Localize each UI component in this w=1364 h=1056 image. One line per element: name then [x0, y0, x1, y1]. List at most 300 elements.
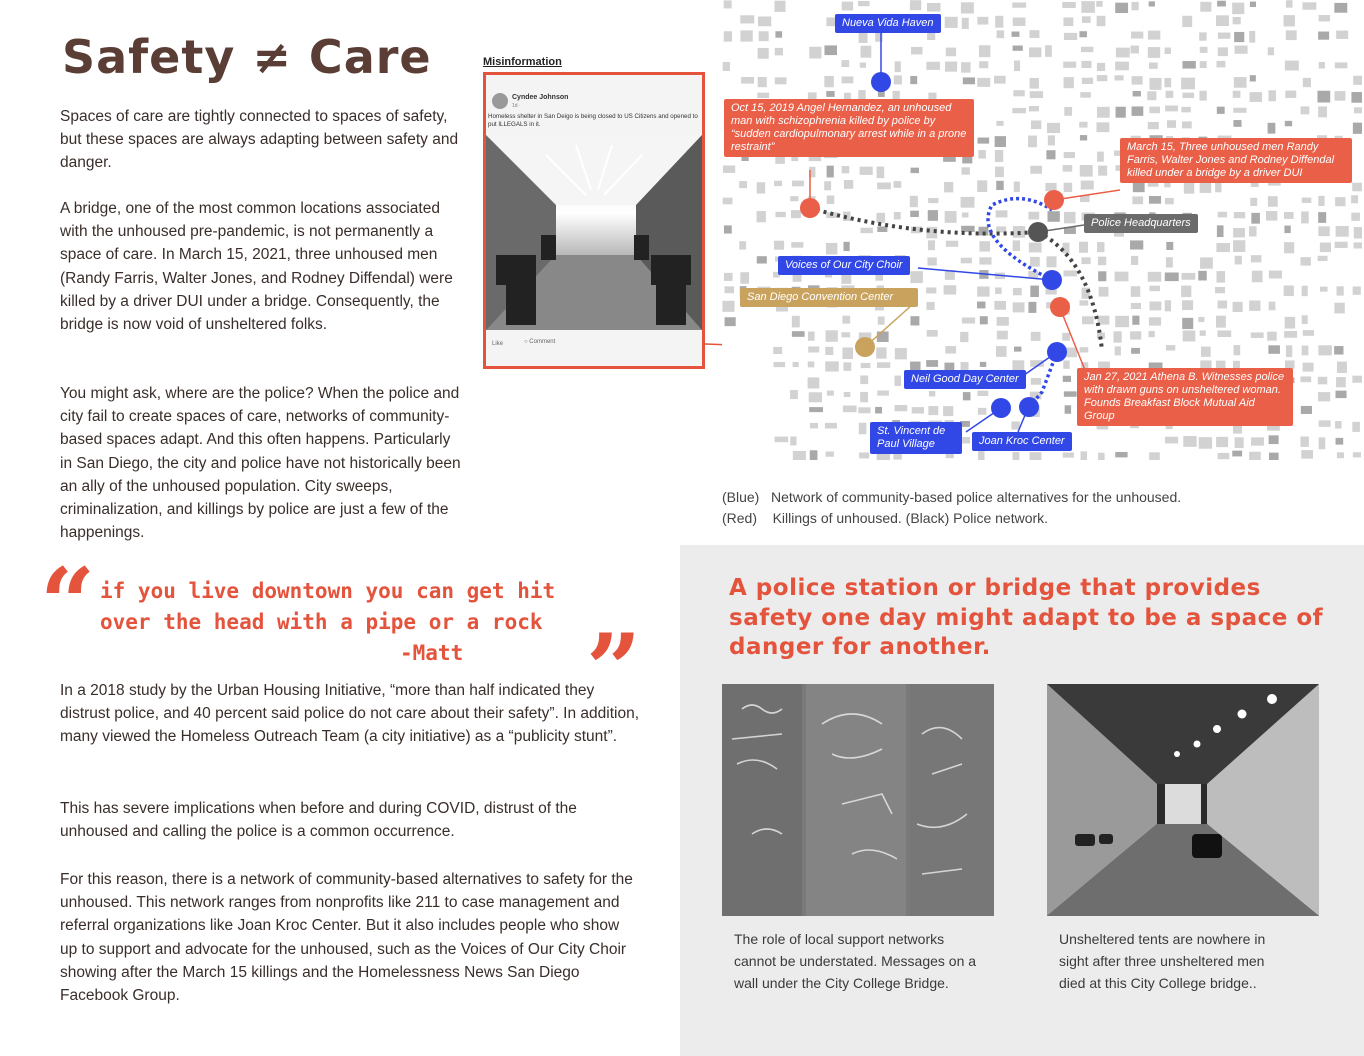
map-block: [979, 257, 991, 264]
map-block: [1302, 2, 1316, 9]
map-block: [1028, 271, 1038, 278]
map-block: [1337, 286, 1344, 295]
map-block: [1199, 91, 1206, 101]
page-title: Safety ≠ Care: [62, 30, 432, 84]
map-block: [910, 196, 918, 207]
neil-good-marker: [1047, 342, 1067, 362]
map-block: [1030, 452, 1042, 460]
map-block: [960, 332, 968, 342]
map-block: [1216, 15, 1229, 26]
map-block: [1149, 107, 1160, 114]
map-block: [739, 241, 746, 249]
map-block: [739, 181, 747, 188]
map-block: [758, 16, 771, 26]
map-block: [792, 181, 804, 187]
map-block: [1031, 120, 1041, 129]
map-block: [1268, 196, 1278, 207]
map-block: [878, 316, 885, 324]
map-block: [1234, 77, 1247, 88]
map-block: [962, 167, 970, 174]
map-block: [757, 211, 766, 222]
map-block: [978, 138, 990, 144]
map-block: [1352, 422, 1360, 432]
map-block: [1337, 452, 1344, 458]
map-block: [1251, 437, 1264, 445]
map-block: [808, 377, 820, 388]
map-block: [1199, 32, 1206, 40]
map-block: [1028, 302, 1036, 313]
map-block: [1234, 345, 1241, 355]
map-block: [1235, 437, 1244, 448]
map-block: [1267, 332, 1277, 341]
map-block: [877, 362, 890, 368]
label-st-vincent: St. Vincent de Paul Village: [870, 422, 962, 454]
map-block: [1200, 330, 1206, 335]
map-block: [723, 165, 735, 172]
map-block: [1062, 2, 1076, 8]
map-block: [1149, 196, 1161, 204]
map-block: [1200, 47, 1208, 53]
map-block: [894, 75, 902, 84]
map-block: [1081, 451, 1087, 460]
map-block: [843, 242, 849, 251]
map-block: [1131, 32, 1143, 39]
map-block: [792, 331, 805, 337]
map-block: [842, 166, 850, 173]
map-block: [1031, 378, 1041, 385]
map-block: [1013, 90, 1024, 96]
map-block: [1030, 78, 1039, 89]
map-block: [1099, 287, 1109, 297]
map-block: [757, 182, 765, 193]
callout-heading: A police station or bridge that provides safety one day might adapt to be a space of danger for another.: [729, 575, 1324, 660]
map-block: [1079, 242, 1088, 253]
map-block: [1249, 226, 1257, 236]
map-block: [1318, 32, 1329, 40]
map-block: [1165, 273, 1179, 282]
map-block: [844, 180, 853, 189]
network-paragraph: For this reason, there is a network of community-based alternatives to safety for the unhoused. This network ranges from nonprofits like 211 to case management and referral organizations like Joan Kroc Center. But it also includes people who show up to support and advocate for the unhoused, such as the Voices of Our City Choir showing after the March 15 killings and the Homelessness News San Diego Facebook Group.: [60, 871, 633, 1005]
map-block: [724, 0, 732, 8]
map-block: [995, 16, 1003, 28]
map-block: [1250, 75, 1256, 81]
map-block: [1082, 78, 1093, 84]
map-block: [1216, 316, 1226, 328]
map-block: [1065, 405, 1071, 414]
map-block: [1064, 107, 1072, 116]
map-block: [1218, 212, 1227, 218]
legend-blue-text: Network of community-based police alternatives for the unhoused.: [771, 489, 1182, 505]
map-block: [1115, 272, 1129, 282]
map-block: [1215, 183, 1221, 193]
map-block: [1354, 227, 1362, 238]
map-block: [910, 76, 917, 84]
map-block: [927, 3, 940, 12]
map-block: [1115, 62, 1129, 71]
map-block: [926, 287, 936, 293]
map-block: [1353, 452, 1361, 457]
map-block: [1354, 242, 1362, 248]
map-block: [1081, 47, 1093, 52]
map-block: [810, 423, 818, 428]
map-block: [978, 150, 986, 158]
map-block: [724, 273, 733, 281]
map-block: [926, 360, 938, 367]
map-block: [1062, 333, 1070, 341]
map-block: [1045, 183, 1056, 191]
map-block: [793, 451, 806, 460]
map-block: [877, 391, 889, 396]
map-block: [977, 180, 987, 192]
map-block: [1252, 271, 1263, 283]
map-block: [859, 33, 868, 43]
map-block: [1080, 92, 1091, 98]
map-block: [1320, 287, 1328, 292]
label-nueva-vida: Nueva Vida Haven: [835, 14, 941, 33]
map-block: [860, 392, 868, 402]
map-block: [927, 257, 936, 265]
map-block: [1269, 271, 1282, 279]
map-block: [1198, 271, 1206, 281]
map-block: [978, 451, 984, 460]
map-block: [1097, 152, 1104, 162]
map-block: [1047, 256, 1057, 267]
map-block: [1319, 62, 1325, 69]
map-block: [977, 17, 988, 25]
map-block: [895, 348, 907, 359]
map-block: [861, 363, 871, 368]
map-block: [1233, 91, 1241, 98]
map-block: [1284, 285, 1294, 296]
map-block: [1181, 78, 1195, 90]
convention-marker: [855, 337, 875, 357]
map-block: [1336, 226, 1349, 237]
map-block: [1098, 271, 1106, 281]
map-block: [877, 182, 891, 189]
police-hq-marker: [1028, 222, 1048, 242]
map-block: [995, 136, 1006, 147]
label-neil-good: Neil Good Day Center: [904, 370, 1026, 389]
map-block: [1216, 243, 1230, 252]
map-block: [1064, 33, 1077, 40]
nueva-vida-marker: [871, 72, 891, 92]
map-block: [723, 62, 730, 71]
map-block: [963, 77, 975, 84]
map-block: [895, 61, 901, 72]
map-block: [1300, 437, 1308, 447]
map-block: [1217, 107, 1225, 114]
map-block: [1302, 315, 1308, 324]
map-block: [1335, 62, 1348, 68]
map-block: [1318, 392, 1330, 401]
map-block: [724, 225, 732, 233]
map-block: [724, 31, 732, 41]
map-block: [1167, 120, 1176, 128]
map-block: [1028, 212, 1039, 220]
post-meta: 1d ·: [512, 103, 521, 109]
map-block: [1013, 18, 1026, 26]
map-block: [1353, 286, 1361, 294]
map-block: [826, 330, 838, 341]
map-block: [997, 30, 1005, 38]
map-block: [1335, 421, 1342, 428]
map-block: [1081, 61, 1091, 68]
map-block: [1131, 348, 1140, 354]
map-block: [826, 451, 834, 456]
map-block: [1335, 242, 1348, 248]
map-block: [1215, 287, 1225, 293]
map-block: [1116, 48, 1130, 58]
map-block: [945, 346, 956, 354]
map-block: [1320, 243, 1331, 253]
map-block: [997, 331, 1008, 340]
map-block: [1048, 135, 1055, 145]
map-block: [1249, 31, 1255, 43]
map-block: [1014, 182, 1020, 193]
map-block: [995, 167, 1004, 178]
map-block: [1029, 243, 1042, 253]
map-block: [1218, 33, 1230, 39]
map-block: [1012, 108, 1026, 113]
map-block: [910, 0, 921, 10]
map-block: [843, 406, 857, 413]
map-block: [759, 31, 769, 41]
oct15-marker: [800, 198, 820, 218]
map-block: [1113, 331, 1121, 342]
map-block: [1149, 452, 1160, 460]
map-block: [928, 240, 935, 250]
map-block: [1232, 451, 1242, 457]
map-block: [877, 167, 885, 179]
map-block: [1269, 435, 1279, 444]
map-block: [876, 213, 885, 223]
map-block: [1218, 453, 1230, 459]
map-block: [1183, 330, 1196, 341]
map-block: [1098, 166, 1107, 176]
quote-line-2: over the head with a pipe or a rock: [100, 610, 543, 634]
map-block: [1012, 32, 1020, 37]
map-block: [1063, 62, 1076, 68]
map-block: [1284, 331, 1297, 338]
map-block: [926, 302, 934, 310]
joan-kroc-marker: [1019, 397, 1039, 417]
map-block: [774, 241, 784, 250]
map-block: [1181, 286, 1191, 297]
map-block: [775, 48, 783, 55]
map-block: [1184, 183, 1194, 194]
map-block: [943, 406, 953, 416]
map-block: [1011, 421, 1019, 429]
map-block: [1164, 78, 1171, 87]
map-block: [977, 78, 990, 87]
map-block: [1131, 256, 1138, 265]
map-block: [961, 2, 974, 13]
map-block: [1063, 165, 1072, 172]
map-block: [1063, 17, 1073, 26]
map-block: [1301, 406, 1312, 414]
map-block: [1030, 91, 1043, 98]
map-block: [1130, 46, 1138, 54]
map-block: [1063, 360, 1069, 368]
map-block: [1284, 226, 1290, 233]
map-block: [775, 212, 785, 217]
close-quote-icon: ”: [586, 613, 642, 726]
map-block: [1218, 47, 1228, 56]
map-block: [1064, 391, 1077, 396]
map-block: [1198, 317, 1204, 322]
comment-button: [524, 339, 555, 345]
map-block: [808, 332, 815, 341]
map-block: [1080, 347, 1089, 352]
map-block: [1131, 286, 1141, 297]
map-block: [1149, 62, 1158, 68]
map-block: [1013, 46, 1023, 51]
map-block: [860, 167, 873, 175]
map-block: [1064, 77, 1074, 88]
map-block: [995, 150, 1003, 162]
map-block: [944, 285, 957, 294]
map-block: [1303, 330, 1314, 336]
map-block: [1284, 242, 1294, 253]
map-block: [860, 228, 872, 233]
map-block: [894, 376, 901, 386]
map-block: [980, 362, 986, 367]
map-block: [1012, 2, 1026, 7]
map-block: [911, 47, 922, 55]
map-block: [1081, 1, 1095, 13]
map-block: [1234, 32, 1244, 42]
map-block: [824, 45, 837, 55]
map-block: [1082, 16, 1091, 23]
map-block: [1013, 240, 1020, 251]
map-block: [1217, 225, 1224, 237]
map-block: [859, 423, 867, 435]
map-block: [1149, 286, 1159, 292]
map-block: [1233, 228, 1245, 237]
map-block: [1116, 107, 1126, 118]
map-block: [1233, 120, 1241, 127]
st-vincent-marker: [991, 398, 1011, 418]
map-block: [826, 91, 834, 97]
map-block: [1165, 300, 1171, 311]
map-block: [1029, 30, 1039, 38]
map-block: [859, 452, 869, 458]
map-block: [1303, 78, 1311, 87]
map-block: [841, 332, 850, 337]
map-block: [946, 241, 958, 247]
map-block: [979, 45, 990, 57]
map-block: [825, 423, 837, 429]
map-block: [824, 181, 831, 190]
map-block: [1233, 302, 1243, 312]
map-block: [1351, 213, 1360, 221]
map-block: [962, 213, 969, 218]
map-block: [1251, 255, 1262, 262]
map-block: [1302, 346, 1309, 356]
map-block: [1200, 257, 1213, 268]
map-block: [963, 392, 971, 400]
map-block: [997, 317, 1009, 326]
avatar: [492, 93, 508, 109]
map-block: [1064, 183, 1072, 192]
map-block: [877, 331, 889, 342]
covid-paragraph: This has severe implications when before and during COVID, distrust of the unhoused and calling the police is a common occurrence.: [60, 800, 577, 841]
map-block: [1096, 1, 1102, 7]
map-block: [1336, 377, 1346, 387]
map-block: [1098, 257, 1106, 266]
map-block: [1097, 242, 1104, 252]
map-block: [808, 361, 815, 367]
map-block: [1132, 76, 1143, 84]
map-block: [1268, 123, 1276, 134]
map-block: [1286, 0, 1293, 7]
map-block: [1014, 60, 1020, 71]
map-block: [1115, 3, 1128, 13]
map-block: [1233, 17, 1241, 24]
map-block: [1148, 272, 1162, 282]
map-block: [1301, 376, 1312, 382]
map-block: [1046, 150, 1055, 159]
map-block: [928, 198, 938, 203]
map-block: [841, 60, 849, 67]
map-block: [827, 196, 834, 205]
map-block: [791, 242, 803, 248]
map-block: [1199, 437, 1212, 449]
map-block: [1148, 122, 1159, 129]
map-block: [1182, 300, 1193, 310]
map-block: [1014, 347, 1021, 352]
map-block: [1097, 107, 1110, 118]
map-block: [790, 436, 796, 445]
map-block: [1285, 121, 1292, 126]
map-block: [1182, 93, 1194, 98]
map-block: [1131, 2, 1138, 10]
comment-icon: ○: [524, 339, 530, 345]
map-block: [910, 211, 919, 217]
post-text: Homeless shelter in San Deigo is being closed to US Citizens and opened to put ILLEGALS in it.: [488, 113, 698, 128]
map-block: [961, 362, 969, 370]
comment-label: Comment: [529, 339, 556, 345]
map-block: [842, 316, 850, 324]
map-block: [1064, 152, 1075, 158]
tunnel-photo: [1047, 684, 1319, 916]
map-block: [926, 62, 940, 70]
march15-marker: [1044, 190, 1064, 210]
map-block: [875, 407, 882, 414]
map-block: [1335, 91, 1346, 101]
map-block: [996, 346, 1007, 357]
map-block: [1319, 15, 1330, 21]
graffiti-wall-photo: [722, 684, 994, 916]
map-block: [910, 271, 923, 283]
map-block: [910, 316, 919, 325]
map-block: [1217, 271, 1226, 282]
map-block: [1301, 211, 1309, 223]
map-block: [1301, 106, 1310, 114]
map-block: [876, 347, 886, 358]
map-block: [1165, 198, 1174, 204]
map-block: [1318, 196, 1324, 206]
misinformation-label: Misinformation: [483, 56, 562, 68]
map-block: [1098, 453, 1105, 460]
map-block: [1269, 90, 1277, 101]
map-block: [1165, 47, 1171, 53]
map-block: [928, 210, 938, 221]
map-block: [1318, 256, 1328, 261]
map-block: [827, 166, 834, 178]
map-block: [994, 301, 1006, 310]
map-legend: [722, 487, 1181, 529]
